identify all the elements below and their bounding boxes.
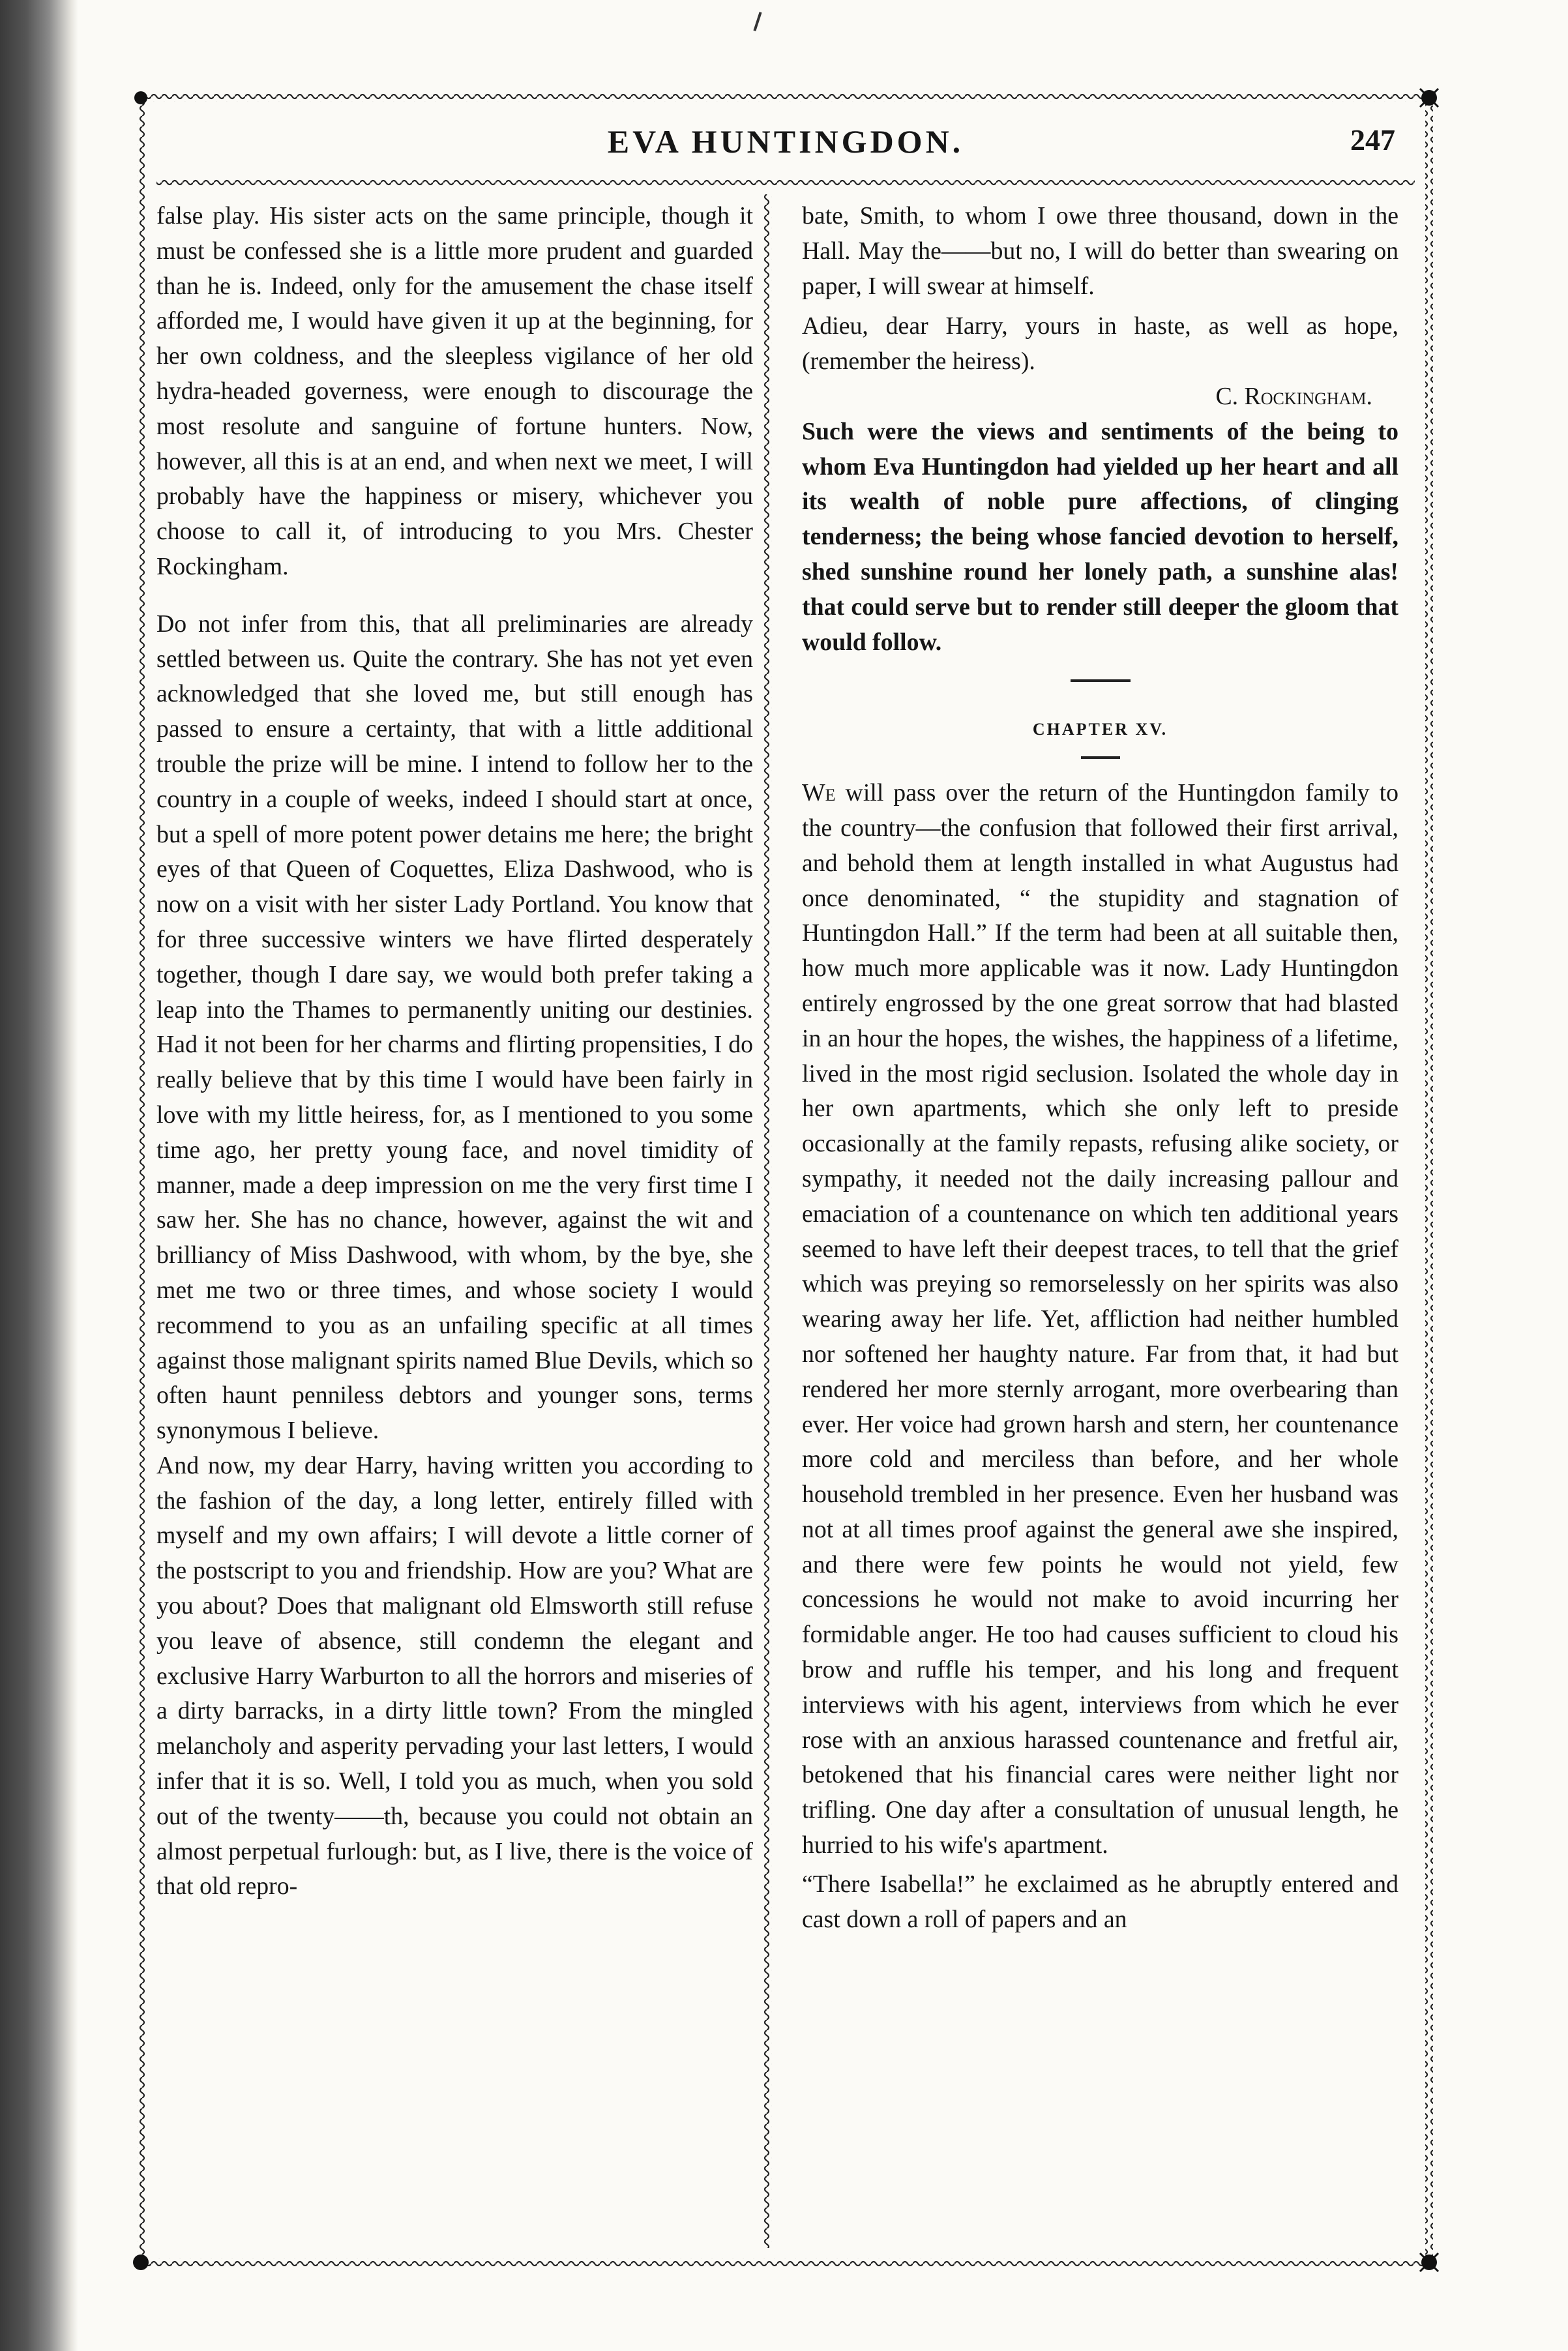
chapter-heading: CHAPTER XV. (1032, 720, 1168, 739)
paragraph: “There Isabella!” he exclaimed as he abruptly entered and cast down a roll of papers and an (802, 1870, 1398, 1933)
paragraph: bate, Smith, to whom I owe three thousand, down in the Hall. May the——but no, I will do better than swearing on paper, I will swear at himself. (802, 202, 1398, 300)
paragraph: Such were the views and sentiments of the being to whom Eva Huntingdon had yielded up her heart and all its wealth of noble pure affections, of clinging tenderness; the being whose fancied devotion to herself, shed sunshine round her lonely path, a sunshine alas! that could serve but to render still deeper the gloom that would follow. (802, 417, 1398, 656)
book-page (130, 85, 1441, 2275)
right-column (802, 199, 1398, 1937)
page-number: 247 (1350, 123, 1395, 156)
paragraph: false play. His sister acts on the same principle, though it must be confessed she is a little more prudent and guarded than he is. Indeed, only for the amusement the chase itself afforded me, I would have given it up at the beginning, for her own coldness, and the sleepless vigilance of her old hydra-headed governess, were enough to discourage the most resolute and sanguine of fortune hunters. Now, however, all this is at an end, and when next we meet, I will probably have the happiness or misery, whichever you choose to call it, of introducing to you Mrs. Chester Rockingham. (156, 202, 753, 580)
page-header (130, 123, 1441, 175)
running-title: EVA HUNTINGDON. (607, 123, 964, 160)
column-divider (763, 194, 772, 2248)
chapter-rule (1081, 756, 1120, 759)
paragraph-text: will pass over the return of the Huntingdon family to the country—the confusion that followed their first arrival, and behold them at length installed in what Augustus had once denominated, “ the stupidity and stagnation of Huntingdon Hall.” If the term had been at all suitable then, how much more applicable was it now. Lady Huntingdon entirely engrossed by the one great sorrow that had blasted in an hour the hopes, the wishes, the happiness of a lifetime, lived in the most rigid seclusion. Isolated the whole day in her own apartments, which she only left to preside occasionally at the family repasts, refusing alike society, or sympathy, it needed not the daily increasing pallour and emaciation of a countenance on which ten additional years seemed to have left their deepest traces, to tell that the grief which was preying so remorselessly on her spirits was also wearing away her life. Yet, affliction had neither humbled nor softened her haughty nature. Far from that, it had but rendered her more sternly arrogant, more overbearing than ever. Her voice had grown harsh and stern, her countenance more cold and merciless than before, and her whole household trembled in her presence. Even her husband was not at all times proof against the general awe she inspired, and there were few points he would not yield, few concessions he would not make to avoid incurring her formidable anger. He too had causes sufficient to cloud his brow and ruffle his temper, and his long and frequent interviews with his agent, interviews from which he ever rose with an anxious harassed countenance and fretful air, betokened that his financial cares were neither light nor trifling. One day after a consultation of unusual length, he hurried to his wife's apartment. (802, 779, 1398, 1859)
letter-signature: C. Rockingham. (1215, 382, 1372, 410)
paragraph: Adieu, dear Harry, yours in haste, as well as hope, (remember the heiress). (802, 312, 1398, 376)
paragraph: Do not infer from this, that all preliminaries are already settled between us. Quite the contrary. She has not yet even acknowledged that she loved me, but still enough has passed to ensure a certainty, that with a little additional trouble the prize will be mine. I intend to follow her to the country in a couple of weeks, indeed I should start at once, but a spell of more potent power detains me here; the bright eyes of that Queen of Coquettes, Eliza Dashwood, who is now on a visit with her sister Lady Portland. You know that for three successive winters we have flirted desperately together, though I dare say, we would both prefer taking a leap into the Thames to permanently uniting our destinies. Had it not been for her charms and flirting propensities, I do really believe that by this time I would have been fairly in love with my little heiress, for, as I mentioned to you some time ago, her pretty young face, and novel timidity of manner, made a deep impression on me the very first time I saw her. She has no chance, however, against the wit and brilliancy of Miss Dashwood, with whom, by the bye, she met me two or three times, and whose society I would recommend to you as an unfailing specific at all times against those malignant spirits named Blue Devils, which so often haunt penniless debtors and younger sons, terms synonymous I believe. (156, 610, 753, 1445)
left-column (156, 199, 753, 1904)
paragraph (802, 776, 1398, 1863)
binding-shadow (0, 0, 78, 2351)
section-rule (1071, 679, 1131, 682)
drop-word: We (802, 779, 836, 807)
paragraph: And now, my dear Harry, having written you according to the fashion of the day, a long letter, entirely filled with myself and my own affairs; I will devote a little corner of the postscript to you and friendship. How are you? What are you about? Does that malignant old Elmsworth still refuse you leave of absence, still condemn the elegant and exclusive Harry Warburton to all the horrors and miseries of a dirty barracks, in a dirty little town? From the mingled melancholy and asperity pervading your last letters, I would infer that it is so. Well, I told you as much, when you sold out of the twenty——th, because you could not obtain an almost perpetual furlough: but, as I live, there is the voice of that old repro- (156, 1451, 753, 1900)
